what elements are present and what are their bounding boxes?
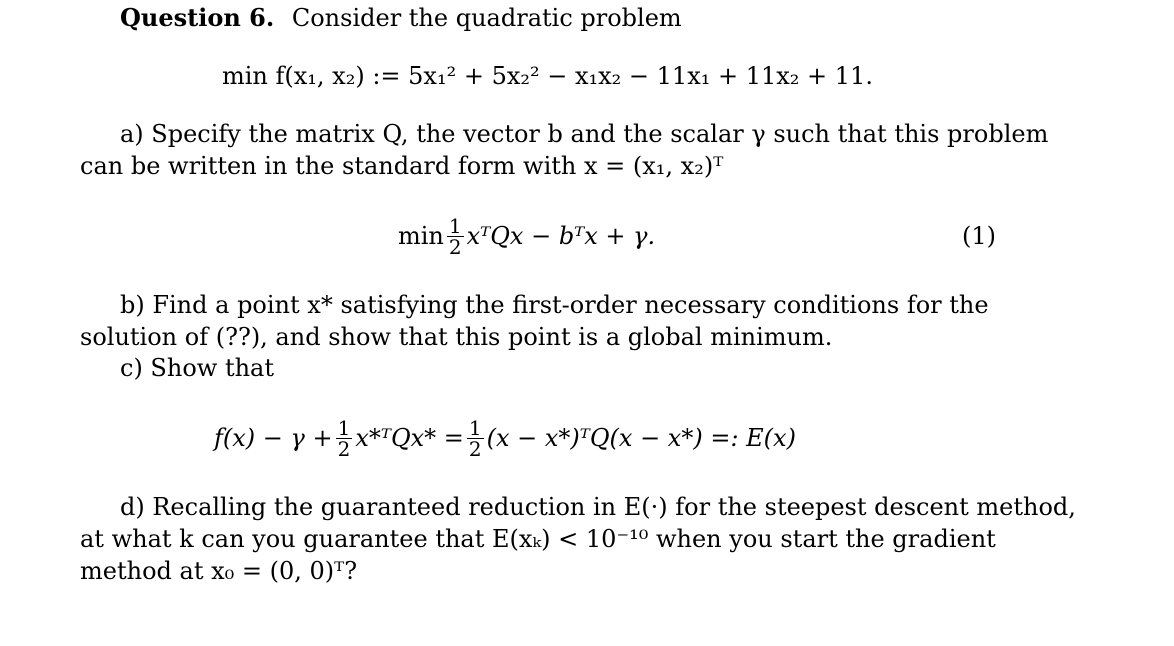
standard-expression: xᵀQx − bᵀx + γ. xyxy=(466,222,656,250)
c-right-expression: (x − x*)ᵀQ(x − x*) =: E(x) xyxy=(486,424,796,452)
part-d-line-2: at what k can you guarantee that E(xₖ) < 10⁻¹⁰ when you start the gradient xyxy=(80,525,996,553)
part-a-line-2: can be written in the standard form with x = (x₁, x₂)ᵀ xyxy=(80,152,724,180)
c-left-prefix: f(x) − γ + xyxy=(214,424,333,452)
question-label: Question 6. xyxy=(120,3,275,32)
c-right-half-fraction xyxy=(467,415,484,461)
main-equation: min f(x₁, x₂) := 5x₁² + 5x₂² − x₁x₂ − 11x₁ + 11x₂ + 11. xyxy=(222,62,873,90)
fraction-denominator: 2 xyxy=(468,436,482,461)
part-c-line-1: c) Show that xyxy=(120,354,275,382)
part-d-line-3: method at x₀ = (0, 0)ᵀ? xyxy=(80,557,358,585)
c-left-half-fraction xyxy=(336,415,353,461)
part-b-line-1: b) Find a point x* satisfying the first-order necessary conditions for the xyxy=(120,291,989,319)
standard-half-fraction xyxy=(447,213,464,259)
c-left-rest: x*ᵀQx* = xyxy=(355,424,464,452)
question-header xyxy=(120,3,682,33)
equation-number: (1) xyxy=(962,222,996,250)
question-intro: Consider the quadratic problem xyxy=(291,4,682,32)
fraction-denominator: 2 xyxy=(337,436,351,461)
fraction-denominator: 2 xyxy=(448,234,462,259)
part-c-equation xyxy=(214,408,796,468)
fraction-numerator: 1 xyxy=(448,213,462,238)
part-b-line-2: solution of (??), and show that this point is a global minimum. xyxy=(80,323,833,351)
standard-form-equation xyxy=(398,206,655,266)
standard-min: min xyxy=(398,222,444,250)
fraction-numerator: 1 xyxy=(468,415,482,440)
fraction-numerator: 1 xyxy=(337,415,351,440)
part-d-line-1: d) Recalling the guaranteed reduction in E(·) for the steepest descent method, xyxy=(120,493,1076,521)
part-a-line-1: a) Specify the matrix Q, the vector b and the scalar γ such that this problem xyxy=(120,120,1049,148)
